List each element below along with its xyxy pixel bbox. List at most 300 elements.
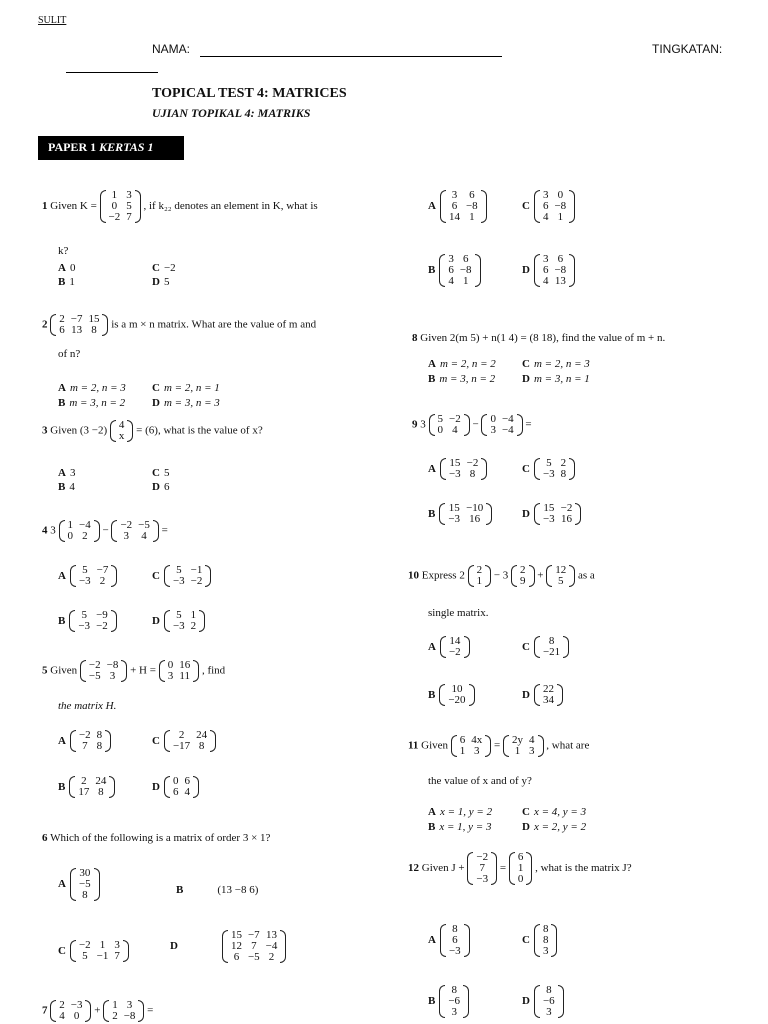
matrix-cell: 1 xyxy=(517,862,524,874)
option-a[interactable]: A m = 2, n = 2 xyxy=(428,358,496,370)
question-text: − 3 xyxy=(493,569,509,582)
matrix-cell: 4 xyxy=(141,530,147,542)
matrix-cell: 6 xyxy=(452,934,458,946)
matrix-cell: 16 xyxy=(179,659,191,671)
paper-label: PAPER 1 xyxy=(48,140,97,154)
question-text: the value of x and of y? xyxy=(428,775,532,787)
option-d[interactable]: D 6 xyxy=(152,481,170,493)
matrix-cell: 5 xyxy=(176,609,182,621)
option-d[interactable]: D x = 2, y = 2 xyxy=(522,821,587,833)
matrix-cell: −6 xyxy=(542,995,555,1007)
question-text: single matrix. xyxy=(428,607,489,619)
question-text: Given xyxy=(421,739,449,752)
matrix-cell: 3 xyxy=(542,189,549,201)
matrix-cell: −7 xyxy=(247,929,260,941)
matrix-cell: 0 xyxy=(111,200,118,212)
question-text: = xyxy=(161,524,168,537)
option-d[interactable]: D 22 34 xyxy=(522,684,563,706)
matrix-cell: −8 xyxy=(554,264,567,276)
option-c[interactable]: C −2 xyxy=(152,262,176,274)
matrix-cell: −2 xyxy=(78,729,91,741)
matrix-cell: 4 xyxy=(542,275,549,287)
question-text: , if k₂₂ denotes an element in K, what is xyxy=(143,200,318,213)
question-2 xyxy=(42,314,316,336)
matrix-cell: 10 xyxy=(451,683,463,695)
matrix-cell: 5 xyxy=(176,564,182,576)
matrix-cell: −3 xyxy=(78,620,91,632)
matrix-cell: 6 xyxy=(462,253,469,265)
option-c[interactable]: C 8 8 3 xyxy=(522,924,557,957)
matrix-cell: −4 xyxy=(265,940,278,952)
matrix-cell: −7 xyxy=(96,564,109,576)
matrix-cell: 13 xyxy=(266,929,278,941)
matrix-cell: 6 xyxy=(172,786,179,798)
matrix-cell: 3 xyxy=(109,670,116,682)
option-c[interactable]: C 5 2 −3 8 xyxy=(522,458,575,480)
option-d[interactable]: D 5 xyxy=(152,276,170,288)
matrix-cell: −2 xyxy=(560,502,573,514)
matrix-cell: 5 xyxy=(437,413,443,425)
matrix-cell: 1 xyxy=(459,745,466,757)
option-d[interactable]: D 5 1 −3 2 xyxy=(152,610,205,632)
matrix-cell: 3 xyxy=(451,1006,457,1018)
option-b[interactable]: B 5 −9 −3 −2 xyxy=(58,610,117,632)
matrix-cell: 1 xyxy=(462,275,469,287)
matrix-cell: 2 xyxy=(190,620,197,632)
question-10 xyxy=(408,565,595,587)
option-b[interactable]: B m = 3, n = 2 xyxy=(428,373,496,385)
matrix-cell: 4 xyxy=(118,419,125,431)
question-text: = xyxy=(147,1004,154,1017)
question-text: + xyxy=(537,569,544,582)
question-text: , find xyxy=(201,664,226,677)
question-8 xyxy=(412,332,665,344)
option-b[interactable]: B 10 −20 xyxy=(428,684,475,706)
option-a[interactable]: A 0 xyxy=(58,262,76,274)
matrix-cell: 22 xyxy=(542,683,554,695)
matrix-cell: 1 xyxy=(112,999,118,1011)
matrix-cell: 4 xyxy=(184,786,190,798)
matrix-cell: 6 xyxy=(233,951,240,963)
matrix-cell: −4 xyxy=(501,424,514,436)
matrix-cell: −2 xyxy=(466,457,479,469)
matrix-cell: 8 xyxy=(198,740,205,752)
matrix-cell: 14 xyxy=(449,635,461,647)
matrix xyxy=(50,1000,91,1022)
option-b[interactable]: B 2 24 17 8 xyxy=(58,776,115,798)
matrix-cell: 11 xyxy=(179,670,190,682)
matrix-cell: 4 xyxy=(448,275,454,287)
question-text: − xyxy=(472,418,479,431)
option-a[interactable]: A x = 1, y = 2 xyxy=(428,806,493,818)
option-b[interactable]: B (13 −8 6) xyxy=(176,884,259,896)
option-c[interactable]: C m = 2, n = 3 xyxy=(522,358,590,370)
matrix-cell: −3 xyxy=(476,873,489,885)
matrix-cell: 4x xyxy=(471,734,483,746)
matrix-cell: 2 xyxy=(520,564,526,576)
question-6 xyxy=(42,832,270,844)
matrix-cell: 8 xyxy=(451,984,457,996)
option-c[interactable]: C 8 −21 xyxy=(522,636,569,658)
matrix-cell: 3 xyxy=(490,424,496,436)
question-text: + H = xyxy=(130,664,156,677)
tingkatan-label: TINGKATAN: xyxy=(652,42,723,56)
matrix-cell: −3 xyxy=(542,513,555,525)
matrix-cell: 0 xyxy=(490,413,496,425)
question-9 xyxy=(412,414,532,436)
matrix-cell: 8 xyxy=(469,468,476,480)
paper-label-box xyxy=(38,136,184,160)
matrix-cell: −1 xyxy=(96,950,109,962)
matrix xyxy=(103,1000,144,1022)
matrix-cell: 4 xyxy=(59,1010,65,1022)
matrix-cell: −1 xyxy=(190,564,203,576)
matrix-cell: 3 xyxy=(451,189,458,201)
matrix-cell: 17 xyxy=(78,786,90,798)
question-text: k? xyxy=(58,245,69,257)
matrix-cell: −5 xyxy=(138,519,150,531)
matrix-cell: −8 xyxy=(465,200,478,212)
option-a[interactable]: A 3 6 6 −8 14 1 xyxy=(428,190,487,223)
matrix-cell: −2 xyxy=(108,211,121,223)
matrix-cell: −4 xyxy=(79,519,91,531)
option-a[interactable]: A m = 2, n = 3 xyxy=(58,382,126,394)
matrix-cell: 15 xyxy=(449,457,461,469)
option-b[interactable]: B 15 −10 −3 16 xyxy=(428,503,492,525)
matrix-cell: 2 xyxy=(59,313,65,325)
matrix-cell: 6 xyxy=(557,253,564,265)
matrix xyxy=(503,735,544,757)
matrix-cell: 6 xyxy=(448,264,454,276)
matrix xyxy=(159,660,200,682)
matrix-cell: 2 xyxy=(99,575,106,587)
nama-field[interactable] xyxy=(200,56,502,57)
matrix-cell: 6 xyxy=(542,264,549,276)
question-text: Which of the following is a matrix of order 3 × 1? xyxy=(50,832,271,844)
matrix xyxy=(451,735,492,757)
matrix-cell: −8 xyxy=(123,1010,136,1022)
question-text: Given J + xyxy=(421,862,465,875)
question-number: 9 xyxy=(412,418,418,431)
question-text: Given xyxy=(50,664,78,677)
matrix-cell: 2 xyxy=(268,951,275,963)
matrix-cell: 8 xyxy=(452,923,458,935)
matrix-cell: −3 xyxy=(172,620,185,632)
option-b[interactable]: B 3 6 6 −8 4 1 xyxy=(428,254,481,287)
matrix xyxy=(511,565,535,587)
matrix-cell: 5 xyxy=(546,457,552,469)
option-b[interactable]: B 8 −6 3 xyxy=(428,985,469,1018)
matrix-cell: 0 xyxy=(67,530,73,542)
matrix-cell: 7 xyxy=(126,211,132,223)
matrix-cell: 12 xyxy=(230,940,242,952)
matrix-cell: 8 xyxy=(542,934,549,946)
question-text: = xyxy=(525,418,532,431)
matrix-cell: 8 xyxy=(560,468,567,480)
matrix-cell: −9 xyxy=(96,609,108,621)
question-number: 7 xyxy=(42,1004,48,1017)
matrix-cell: 5 xyxy=(558,575,564,587)
matrix-cell: 16 xyxy=(561,513,573,525)
matrix-cell: 0 xyxy=(557,189,564,201)
question-text: Given 2(m 5) + n(1 4) = (8 18), find the value of m + n. xyxy=(420,332,666,344)
question-1 xyxy=(42,190,318,223)
matrix-cell: 5 xyxy=(126,200,132,212)
matrix-cell: 1 xyxy=(190,609,197,621)
matrix xyxy=(429,414,470,436)
matrix-cell: −5 xyxy=(78,878,91,890)
matrix-cell: 13 xyxy=(554,275,566,287)
option-a[interactable]: A 14 −2 xyxy=(428,636,470,658)
question-5 xyxy=(42,660,225,682)
matrix-cell: 1 xyxy=(476,575,483,587)
matrix-cell: −8 xyxy=(554,200,567,212)
option-a[interactable]: A 5 −7 −3 2 xyxy=(58,565,117,587)
matrix-cell: 6 xyxy=(59,324,65,336)
matrix-cell: 8 xyxy=(82,889,88,901)
matrix-cell: 3 xyxy=(167,670,174,682)
matrix-cell: −2 xyxy=(120,519,133,531)
matrix-cell: 12 xyxy=(555,564,567,576)
matrix-cell: 9 xyxy=(520,575,526,587)
matrix-cell: −5 xyxy=(88,670,101,682)
option-c[interactable]: C x = 4, y = 3 xyxy=(522,806,587,818)
matrix-cell: 3 xyxy=(123,530,130,542)
matrix-cell: 8 xyxy=(546,984,552,996)
question-number: 5 xyxy=(42,664,48,677)
option-b[interactable]: B x = 1, y = 3 xyxy=(428,821,492,833)
option-a[interactable]: A 15 −2 −3 8 xyxy=(428,458,487,480)
matrix-cell: 30 xyxy=(79,867,91,879)
matrix-cell: 2 xyxy=(112,1010,118,1022)
question-text: Express 2 xyxy=(421,569,465,582)
matrix-cell: −2 xyxy=(449,413,461,425)
matrix-cell: 6 xyxy=(517,851,524,863)
question-text: Given (3 −2) xyxy=(50,424,108,437)
matrix-cell: −21 xyxy=(542,646,561,658)
matrix xyxy=(468,565,492,587)
matrix-cell: 3 xyxy=(114,939,120,951)
matrix-cell: −3 xyxy=(542,468,555,480)
matrix-cell: 1 xyxy=(469,211,475,223)
matrix-cell: −7 xyxy=(70,313,83,325)
matrix-cell: −2 xyxy=(448,646,461,658)
matrix xyxy=(111,520,158,542)
matrix-cell: 16 xyxy=(469,513,481,525)
matrix-cell: −3 xyxy=(172,575,185,587)
option-d[interactable]: D m = 3, n = 3 xyxy=(152,397,220,409)
matrix-cell: −2 xyxy=(96,620,108,632)
matrix-cell: 1 xyxy=(514,745,521,757)
matrix-cell: 15 xyxy=(88,313,100,325)
matrix-cell: 5 xyxy=(82,564,88,576)
matrix-cell: 4 xyxy=(529,734,535,746)
option-d[interactable]: D 8 −6 3 xyxy=(522,985,564,1018)
option-a[interactable]: A 8 6 −3 xyxy=(428,924,470,957)
matrix-cell: 7 xyxy=(114,950,120,962)
question-text: 3 xyxy=(420,418,426,431)
matrix-cell: 3 xyxy=(448,253,454,265)
tingkatan-field[interactable] xyxy=(66,72,158,73)
page-subtitle: UJIAN TOPIKAL 4: MATRIKS xyxy=(152,106,311,120)
question-3 xyxy=(42,420,263,442)
question-number: 11 xyxy=(408,739,419,752)
matrix-cell: 2 xyxy=(59,999,65,1011)
matrix-cell: 2 xyxy=(178,729,185,741)
matrix xyxy=(110,420,134,442)
matrix-cell: 8 xyxy=(91,324,97,336)
matrix-cell: 2 xyxy=(560,457,567,469)
matrix-cell: 2 xyxy=(81,775,87,787)
matrix xyxy=(481,414,522,436)
matrix-cell: 1 xyxy=(67,519,73,531)
question-text: the matrix H. xyxy=(58,700,117,712)
question-text: as a xyxy=(578,569,595,582)
matrix-cell: −6 xyxy=(448,995,461,1007)
matrix-cell: −17 xyxy=(172,740,191,752)
question-text: is a m × n matrix. What are the value of m and xyxy=(111,318,317,331)
question-text: = xyxy=(494,739,501,752)
question-number: 1 xyxy=(42,200,48,213)
matrix-cell: −2 xyxy=(88,659,101,671)
matrix xyxy=(509,852,533,885)
matrix-cell: 6 xyxy=(469,189,475,201)
question-4 xyxy=(42,520,168,542)
matrix-cell: 3 xyxy=(474,745,480,757)
question-number: 2 xyxy=(42,318,48,331)
matrix xyxy=(467,852,497,885)
matrix-cell: −2 xyxy=(190,575,203,587)
option-d[interactable]: D 15 −2 −3 16 xyxy=(522,503,581,525)
matrix-cell: 0 xyxy=(167,659,174,671)
option-d[interactable]: D 3 6 6 −8 4 13 xyxy=(522,254,575,287)
matrix-cell: −3 xyxy=(448,513,461,525)
matrix-cell: −3 xyxy=(448,468,461,480)
question-text: = (6), what is the value of x? xyxy=(136,424,263,437)
matrix xyxy=(546,565,575,587)
matrix-cell: −20 xyxy=(448,694,466,706)
matrix-cell: 15 xyxy=(448,502,460,514)
matrix-cell: 8 xyxy=(542,923,549,935)
matrix-cell: −5 xyxy=(247,951,260,963)
question-11 xyxy=(408,735,589,757)
option-c[interactable]: C m = 2, n = 1 xyxy=(152,382,220,394)
option-b[interactable]: B 1 xyxy=(58,276,75,288)
question-text: , what are xyxy=(546,739,590,752)
sulit-label: SULIT xyxy=(38,15,67,26)
matrix xyxy=(100,190,141,223)
option-c[interactable]: C 3 0 6 −8 4 1 xyxy=(522,190,575,223)
matrix-cell: 15 xyxy=(230,929,242,941)
option-a[interactable]: A 3 xyxy=(58,467,76,479)
matrix-cell: 7 xyxy=(251,940,257,952)
matrix-cell: 0 xyxy=(172,775,179,787)
matrix-cell: 8 xyxy=(96,729,103,741)
page-title: TOPICAL TEST 4: MATRICES xyxy=(152,86,347,101)
matrix-cell: 0 xyxy=(437,424,443,436)
matrix-cell: 4 xyxy=(542,211,549,223)
question-text: Given K = xyxy=(50,200,97,213)
question-text: − xyxy=(102,524,109,537)
matrix-cell: 8 xyxy=(96,740,103,752)
paper-label-ms: KERTAS 1 xyxy=(99,140,154,154)
question-7: 7 2 −3 4 0 + 1 3 2 −8 = xyxy=(42,999,154,1022)
matrix-cell: −2 xyxy=(476,851,489,863)
matrix-cell: −3 xyxy=(78,575,91,587)
option-d[interactable]: D 15 −7 13 12 7 −4 6 −5 2 xyxy=(170,930,286,963)
matrix-cell: x xyxy=(118,430,125,442)
matrix xyxy=(59,520,100,542)
question-text: of n? xyxy=(58,348,81,360)
option-c[interactable]: C 5 −1 −3 −2 xyxy=(152,565,211,587)
matrix-cell: −4 xyxy=(501,413,514,425)
matrix-cell: 14 xyxy=(448,211,460,223)
option-b[interactable]: B m = 3, n = 2 xyxy=(58,397,126,409)
matrix-cell: 0 xyxy=(73,1010,80,1022)
option-c[interactable]: C 2 24 −17 8 xyxy=(152,730,216,752)
matrix-cell: 1 xyxy=(99,939,106,951)
matrix-cell: 7 xyxy=(82,740,88,752)
question-12 xyxy=(408,852,632,885)
option-a[interactable]: A 30 −5 8 xyxy=(58,868,100,901)
matrix-cell: 1 xyxy=(111,189,118,201)
option-c[interactable]: C 5 xyxy=(152,467,170,479)
matrix-cell: 3 xyxy=(529,745,535,757)
question-number: 4 xyxy=(42,524,48,537)
matrix-cell: 0 xyxy=(517,873,524,885)
matrix-cell: 6 xyxy=(451,200,458,212)
matrix xyxy=(50,314,108,336)
matrix-cell: 2 xyxy=(82,530,88,542)
option-b[interactable]: B 4 xyxy=(58,481,75,493)
matrix-cell: −10 xyxy=(466,502,484,514)
matrix-cell: −8 xyxy=(459,264,472,276)
question-text: = xyxy=(499,862,507,875)
option-d[interactable]: D 0 6 6 4 xyxy=(152,776,199,798)
matrix-cell: 6 xyxy=(542,200,549,212)
matrix-cell: 2 xyxy=(476,564,483,576)
matrix-cell: 3 xyxy=(542,253,549,265)
matrix-cell: 3 xyxy=(542,945,549,957)
question-text: 3 xyxy=(50,524,56,537)
question-number: 3 xyxy=(42,424,48,437)
option-c[interactable]: C −2 1 3 5 −1 7 xyxy=(58,940,129,962)
matrix-cell: 3 xyxy=(126,189,132,201)
matrix-cell: 24 xyxy=(196,729,208,741)
matrix-cell: 5 xyxy=(82,950,88,962)
matrix-cell: 13 xyxy=(71,324,83,336)
matrix-cell: 24 xyxy=(95,775,107,787)
matrix-cell: −2 xyxy=(78,939,91,951)
matrix-cell: −8 xyxy=(106,659,119,671)
matrix-cell: 8 xyxy=(98,786,104,798)
question-number: 6 xyxy=(42,832,48,844)
matrix-cell: 6 xyxy=(459,734,466,746)
matrix xyxy=(80,660,127,682)
matrix-cell: 3 xyxy=(126,999,133,1011)
option-d[interactable]: D m = 3, n = 1 xyxy=(522,373,590,385)
matrix-cell: 3 xyxy=(546,1006,552,1018)
question-number: 8 xyxy=(412,332,418,344)
option-a[interactable]: A −2 8 7 8 xyxy=(58,730,111,752)
matrix-cell: 6 xyxy=(184,775,190,787)
matrix-cell: −3 xyxy=(70,999,83,1011)
matrix-cell: 8 xyxy=(548,635,555,647)
question-number: 10 xyxy=(408,569,419,582)
matrix-cell: −3 xyxy=(448,945,461,957)
nama-label: NAMA: xyxy=(152,42,191,56)
matrix-cell: 7 xyxy=(479,862,485,874)
